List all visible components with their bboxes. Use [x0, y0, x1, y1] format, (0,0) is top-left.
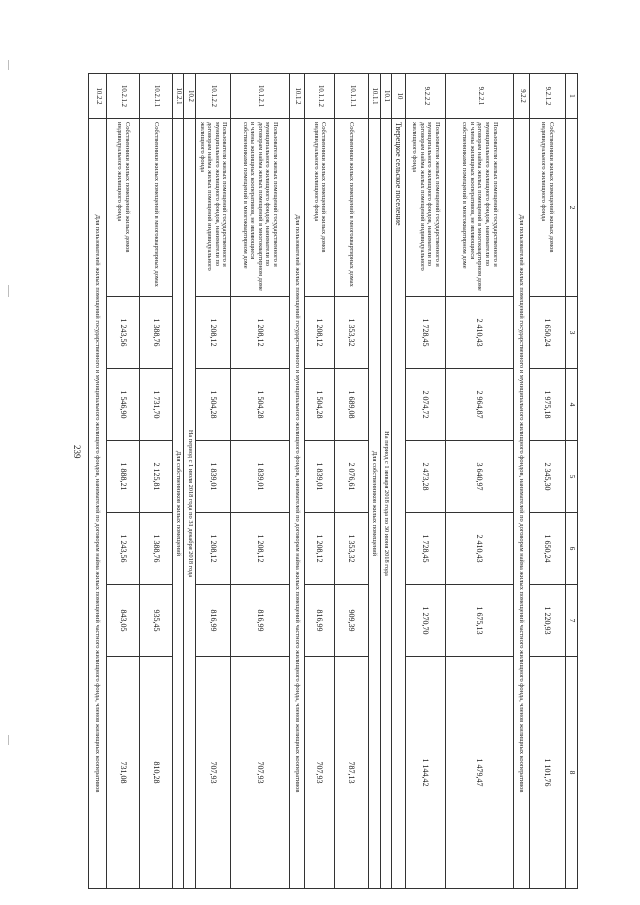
row-name: Пользователи жилых помещений государственного и муниципального жилищного фондов, наниматели по договорам найма жилых помещений индивидуального жилищного фонда [406, 119, 446, 297]
section-title: Тверецкое сельское поселение [392, 119, 406, 889]
row-value: 1 144,42 [406, 657, 446, 889]
row-value: 1 243,56 [107, 513, 140, 585]
span-caption: Для пользователей жилых помещений государственного и муниципального жилищного фондов, нанимателей по договорам найма жилых помещений частного жилищного фонда, членов жилищных кооперативов [89, 119, 107, 889]
span-row [172, 74, 184, 889]
row-value: 1 388,76 [139, 297, 172, 369]
row-value: 1 546,90 [107, 369, 140, 441]
tariff-table [88, 73, 578, 889]
row-value: 1 650,24 [529, 297, 565, 369]
row-value: 1 675,13 [446, 585, 514, 657]
span-caption: На период с 1 июля 2018 года по 31 декабря 2018 года [184, 119, 196, 889]
row-code: 10 [392, 74, 406, 119]
row-value: 707,93 [305, 657, 335, 889]
row-value: 1 839,01 [196, 441, 231, 513]
row-name: Пользователи жилых помещений государственного и муниципального жилищного фондов, наниматели по договорам найма жилых помещений в многоквартирном доме и члены жилищных кооперативов, не являющиеся собственниками помещений в многоквартирном доме [446, 119, 514, 297]
row-value: 1 270,70 [406, 585, 446, 657]
row-value: 1 353,32 [335, 297, 369, 369]
header-cell: 6 [566, 513, 578, 585]
row-value: 816,99 [196, 585, 231, 657]
header-cell: 5 [566, 441, 578, 513]
span-row [368, 74, 380, 889]
header-cell: 4 [566, 369, 578, 441]
scan-mark [8, 285, 9, 297]
row-value: 1 504,28 [196, 369, 231, 441]
row-value: 1 728,45 [406, 513, 446, 585]
row-value: 1 101,76 [529, 657, 565, 889]
table-row [107, 74, 140, 889]
row-value: 843,05 [107, 585, 140, 657]
span-row [289, 74, 305, 889]
span-row [184, 74, 196, 889]
row-value: 2 345,30 [529, 441, 565, 513]
page-number: 239 [72, 445, 82, 459]
row-code: 10.1.1.2 [305, 74, 335, 119]
row-value: 787,13 [335, 657, 369, 889]
row-value: 1 208,12 [231, 297, 289, 369]
row-value: 2 076,61 [335, 441, 369, 513]
row-code: 10.1 [380, 74, 392, 119]
row-value: 2 964,87 [446, 369, 514, 441]
row-value: 2 473,28 [406, 441, 446, 513]
row-value: 1 479,47 [446, 657, 514, 889]
row-value: 1 839,01 [231, 441, 289, 513]
table-row [335, 74, 369, 889]
row-value: 1 839,01 [305, 441, 335, 513]
row-value: 2 410,43 [446, 513, 514, 585]
row-code: 9.2.2.2 [406, 74, 446, 119]
header-cell: 3 [566, 297, 578, 369]
row-value: 1 208,12 [231, 513, 289, 585]
row-code: 10.1.2.2 [196, 74, 231, 119]
span-caption: На период с 1 января 2018 года по 30 июня 2018 года [380, 119, 392, 889]
row-value: 816,99 [231, 585, 289, 657]
row-code: 9.2.2 [514, 74, 530, 119]
row-value: 816,99 [305, 585, 335, 657]
row-value: 2 074,72 [406, 369, 446, 441]
row-value: 1 650,24 [529, 513, 565, 585]
row-value: 2 410,43 [446, 297, 514, 369]
table-body [89, 74, 566, 889]
row-value: 1 208,12 [196, 513, 231, 585]
row-code: 9.2.1.2 [529, 74, 565, 119]
scan-mark [8, 735, 9, 745]
table-row [139, 74, 172, 889]
row-value: 1 208,12 [305, 513, 335, 585]
row-code: 10.1.1 [368, 74, 380, 119]
row-code: 10.2 [184, 74, 196, 119]
row-value: 909,39 [335, 585, 369, 657]
span-caption: Для собственников жилых помещений [172, 119, 184, 889]
row-code: 10.2.1 [172, 74, 184, 119]
row-value: 1 243,56 [107, 297, 140, 369]
header-cell: 2 [566, 119, 578, 297]
scan-mark [8, 60, 9, 70]
row-value: 1 731,70 [139, 369, 172, 441]
span-row [89, 74, 107, 889]
row-value: 1 220,93 [529, 585, 565, 657]
table-row [446, 74, 514, 889]
row-name: Собственники жилых помещений жилых домов индивидуального жилищного фонда [107, 119, 140, 297]
header-row [566, 74, 578, 889]
span-caption: Для собственников жилых помещений [368, 119, 380, 889]
span-caption: Для пользователей жилых помещений государственного и муниципального жилищного фондов, нанимателей по договорам найма жилых помещений частного жилищного фонда, членов жилищных кооперативов [514, 119, 530, 889]
header-cell: 7 [566, 585, 578, 657]
row-value: 1 353,32 [335, 513, 369, 585]
header-cell: 1 [566, 74, 578, 119]
row-code: 10.2.1.1 [139, 74, 172, 119]
row-code: 10.2.1.2 [107, 74, 140, 119]
row-value: 1 975,18 [529, 369, 565, 441]
row-value: 1 388,76 [139, 513, 172, 585]
row-value: 707,93 [231, 657, 289, 889]
row-value: 1 728,45 [406, 297, 446, 369]
row-code: 9.2.2.1 [446, 74, 514, 119]
row-code: 10.2.2 [89, 74, 107, 119]
row-value: 2 125,81 [139, 441, 172, 513]
row-name: Собственники жилых помещений жилых домов индивидуального жилищного фонда [529, 119, 565, 297]
row-value: 935,45 [139, 585, 172, 657]
row-code: 10.1.2 [289, 74, 305, 119]
row-value: 1 504,28 [305, 369, 335, 441]
table-row [231, 74, 289, 889]
row-value: 1 208,12 [305, 297, 335, 369]
span-caption: Для пользователей жилых помещений государственного и муниципального жилищного фондов, нанимателей по договорам найма жилых помещений частного жилищного фонда, членов жилищных кооперативов [289, 119, 305, 889]
row-name: Собственники жилых помещений в многоквартирных домах [335, 119, 369, 297]
row-name: Собственники жилых помещений в многоквартирных домах [139, 119, 172, 297]
row-value: 810,28 [139, 657, 172, 889]
rotated-tariff-table [88, 73, 578, 888]
span-row [514, 74, 530, 889]
row-value: 731,08 [107, 657, 140, 889]
row-value: 1 504,28 [231, 369, 289, 441]
row-value: 707,93 [196, 657, 231, 889]
table-row [406, 74, 446, 889]
row-value: 1 689,08 [335, 369, 369, 441]
row-value: 1 888,21 [107, 441, 140, 513]
row-name: Пользователи жилых помещений государственного и муниципального жилищного фондов, наниматели по договорам найма жилых помещений индивидуального жилищного фонда [196, 119, 231, 297]
section-row [392, 74, 406, 889]
row-name: Собственники жилых помещений жилых домов индивидуального жилищного фонда [305, 119, 335, 297]
row-value: 1 208,12 [196, 297, 231, 369]
header-cell: 8 [566, 657, 578, 889]
table-row [305, 74, 335, 889]
span-row [380, 74, 392, 889]
row-code: 10.1.2.1 [231, 74, 289, 119]
table-row [196, 74, 231, 889]
row-code: 10.1.1.1 [335, 74, 369, 119]
row-value: 3 640,97 [446, 441, 514, 513]
row-name: Пользователи жилых помещений государственного и муниципального жилищного фондов, наниматели по договорам найма жилых помещений в многоквартирном доме и члены жилищных кооперативов, не являющиеся собственниками помещений в многоквартирном доме [231, 119, 289, 297]
table-row [529, 74, 565, 889]
